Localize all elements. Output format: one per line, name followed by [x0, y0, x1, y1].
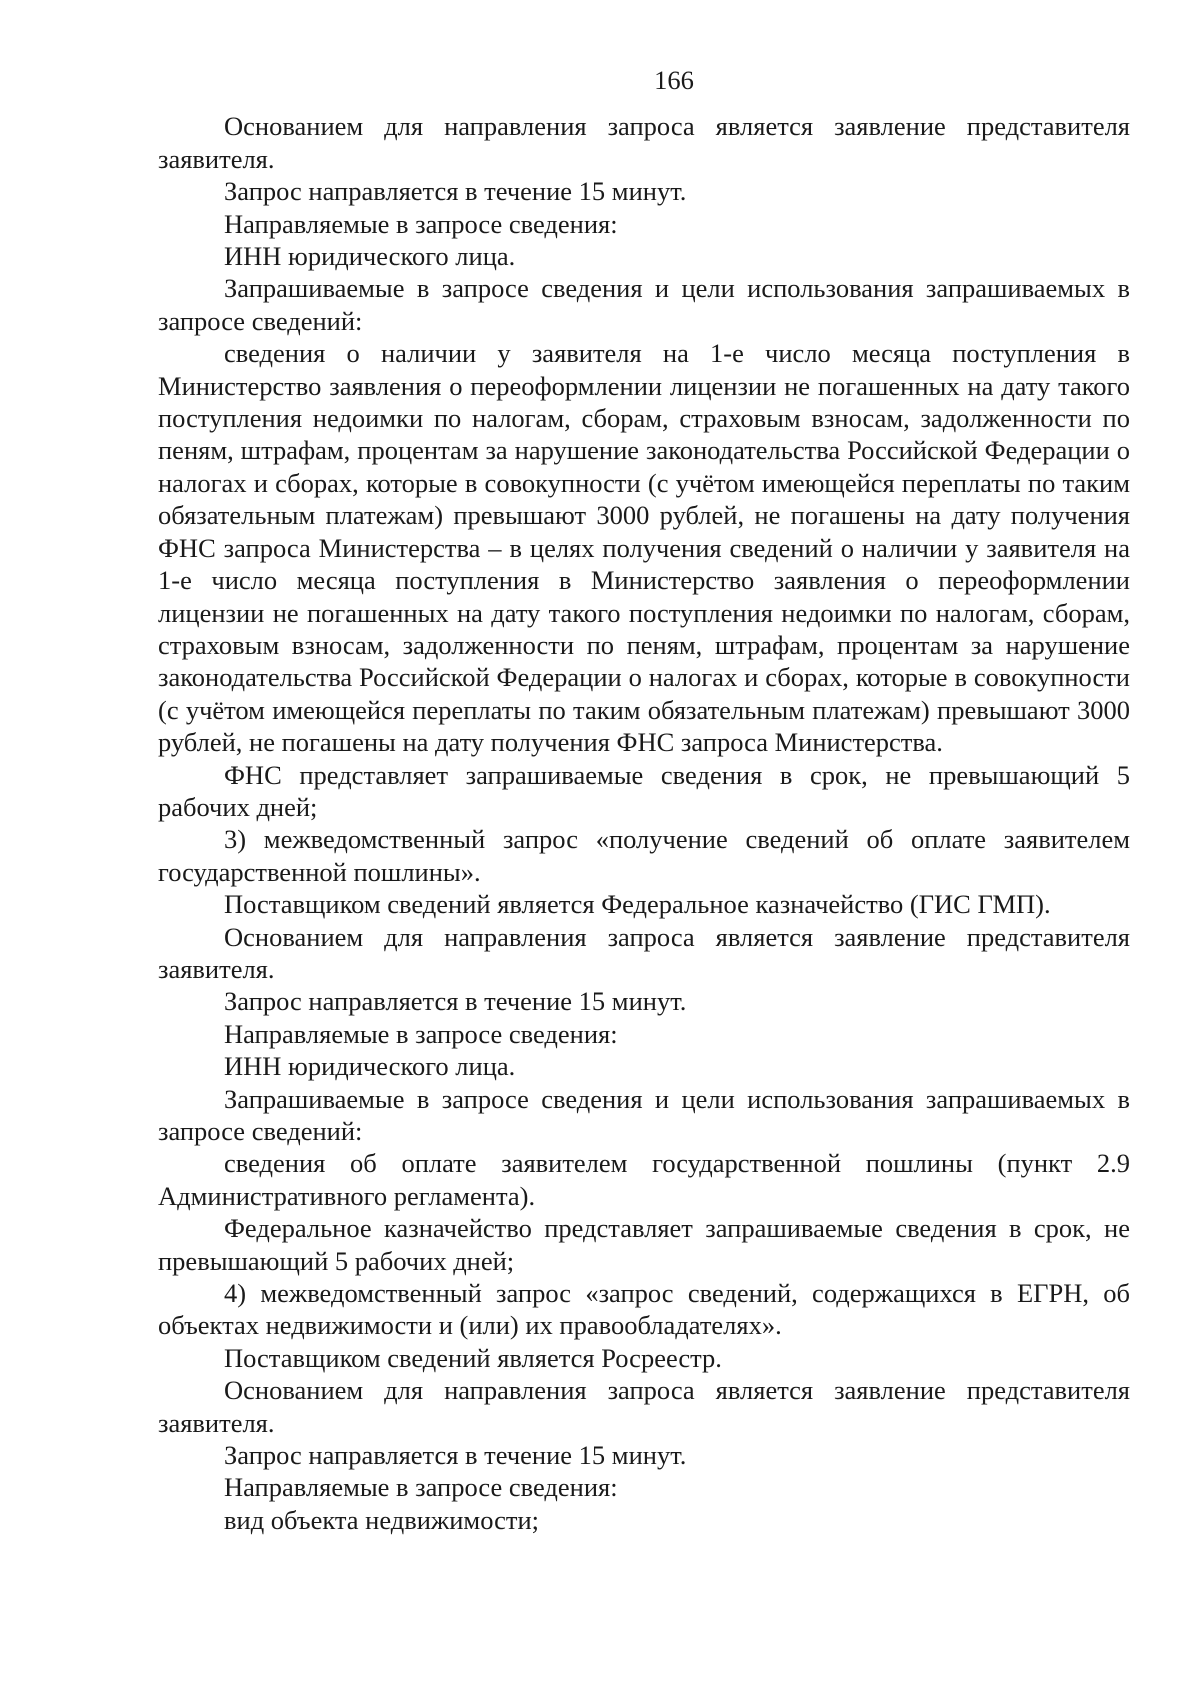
paragraph: Поставщиком сведений является Росреестр. — [224, 1342, 722, 1373]
document-page — [158, 64, 1130, 1536]
paragraph: Запрос направляется в течение 15 минут. — [224, 176, 687, 207]
paragraph: ФНС представляет запрашиваемые сведения в срок, не превышающий 5 рабочих дней; — [158, 759, 1130, 822]
paragraph: 4) межведомственный запрос «запрос сведений, содержащихся в ЕГРН, об объектах недвижимости и (или) их правообладателях». — [158, 1278, 1130, 1341]
paragraph: Запрос направляется в течение 15 минут. — [224, 986, 687, 1017]
paragraph: сведения о наличии у заявителя на 1-е число месяца поступления в Министерство заявления о переоформлении лицензии не погашенных на дату такого поступления недоимки по налогам, сборам, страховым взносам, задолженности по пеням, штрафам, процентам за нарушение законодательства Российской Федерации о налогах и сборах, которые в совокупности (с учётом имеющейся переплаты по таким обязательным платежам) превышают 3000 рублей, не погашены на дату получения ФНС запроса Министерства – в целях получения сведений о наличии у заявителя на 1-е число месяца поступления в Министерство заявления о переоформлении лицензии не погашенных на дату такого поступления недоимки по налогам, сборам, страховым взносам, задолженности по пеням, штрафам, процентам за нарушение законодательства Российской Федерации о налогах и сборах, которые в совокупности (с учётом имеющейся переплаты по таким обязательным платежам) превышают 3000 рублей, не погашены на дату получения ФНС запроса Министерства. — [158, 338, 1130, 758]
page-number: 166 — [654, 65, 694, 95]
paragraph: Основанием для направления запроса является заявление представителя заявителя. — [158, 1375, 1130, 1438]
paragraph: Запрашиваемые в запросе сведения и цели использования запрашиваемых в запросе сведений: — [158, 1083, 1130, 1146]
paragraph: Федеральное казначейство представляет запрашиваемые сведения в срок, не превышающий 5 рабочих дней; — [158, 1213, 1130, 1276]
paragraph: Запрос направляется в течение 15 минут. — [224, 1440, 687, 1471]
paragraph: Направляемые в запросе сведения: — [224, 1472, 618, 1503]
paragraph: Направляемые в запросе сведения: — [224, 208, 618, 239]
paragraph: Запрашиваемые в запросе сведения и цели использования запрашиваемых в запросе сведений: — [158, 273, 1130, 336]
paragraph: Основанием для направления запроса является заявление представителя заявителя. — [158, 921, 1130, 984]
paragraph: ИНН юридического лица. — [224, 241, 516, 272]
paragraph: сведения об оплате заявителем государственной пошлины (пункт 2.9 Административного регламента). — [158, 1148, 1130, 1211]
paragraph: Поставщиком сведений является Федеральное казначейство (ГИС ГМП). — [224, 889, 1051, 920]
document-body — [158, 110, 1130, 1536]
paragraph: Направляемые в запросе сведения: — [224, 1018, 618, 1049]
paragraph: 3) межведомственный запрос «получение сведений об оплате заявителем государственной пошлины». — [158, 824, 1130, 887]
paragraph: ИНН юридического лица. — [224, 1051, 516, 1082]
paragraph: вид объекта недвижимости; — [224, 1504, 539, 1535]
paragraph: Основанием для направления запроса является заявление представителя заявителя. — [158, 111, 1130, 174]
